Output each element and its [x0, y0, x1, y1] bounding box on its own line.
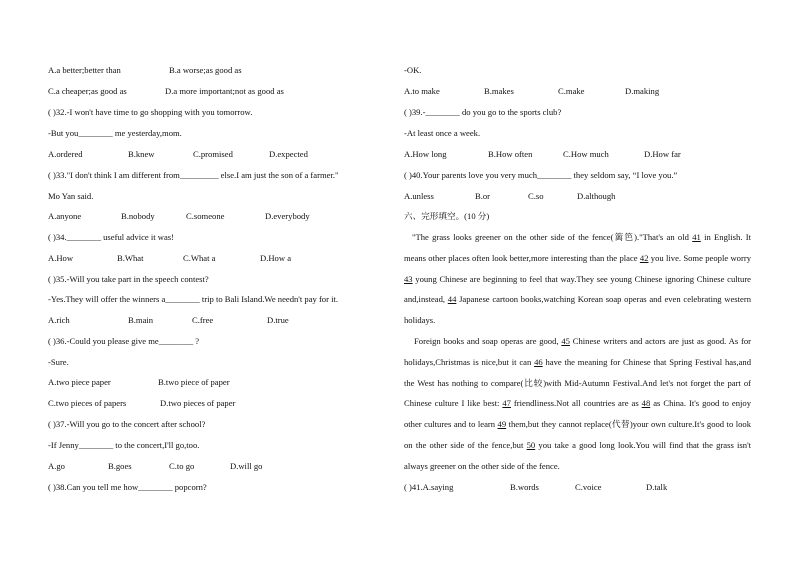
option-b[interactable]: B.or: [475, 191, 491, 201]
option-b[interactable]: B.goes: [108, 461, 132, 471]
q36-options: [48, 378, 393, 390]
q31-options: [48, 66, 393, 78]
option-c[interactable]: C.to go: [169, 461, 195, 471]
q36-options-row2: [48, 399, 393, 411]
option-c[interactable]: C.make: [558, 86, 585, 96]
q34-stem: ( )34.________ useful advice it was!: [48, 232, 175, 242]
q34-options: [48, 254, 393, 266]
blank-45[interactable]: 45: [561, 336, 570, 346]
q39-options: [404, 150, 751, 162]
option-d[interactable]: D.everybody: [265, 211, 310, 221]
blank-49[interactable]: 49: [497, 419, 507, 430]
option-b[interactable]: B.words: [510, 482, 539, 492]
option-a[interactable]: A.How: [48, 253, 74, 263]
q39-line2: -At least once a week.: [404, 128, 481, 138]
option-d[interactable]: D.a more important;not as good as: [165, 86, 284, 96]
option-c[interactable]: C.voice: [575, 482, 602, 492]
option-c[interactable]: C.How much: [563, 149, 609, 159]
option-d[interactable]: D.How a: [260, 253, 292, 263]
blank-42[interactable]: 42: [639, 252, 649, 263]
q35-options: [48, 316, 393, 328]
option-a[interactable]: A.How long: [404, 149, 447, 159]
option-c[interactable]: C.What a: [183, 253, 216, 263]
option-a[interactable]: A.to make: [404, 86, 440, 96]
option-b[interactable]: B.a worse;as good as: [169, 65, 242, 75]
blank-47[interactable]: 47: [502, 398, 511, 409]
q41-row: [404, 483, 751, 495]
option-c[interactable]: C.free: [192, 315, 214, 325]
q32-stem: ( )32.-I won't have time to go shopping with you tomorrow.: [48, 107, 253, 117]
q37-stem: ( )37.-Will you go to the concert after school?: [48, 419, 206, 429]
q33-line2: Mo Yan said.: [48, 191, 94, 201]
option-a[interactable]: A.anyone: [48, 211, 82, 221]
option-a[interactable]: A.rich: [48, 315, 70, 325]
passage-paragraph-2: Foreign books and soap operas are good, 45 Chinese writers and actors are just as good. As for holidays,Christmas is nice,but it can 46 have the meaning for Chinese that Spring Festival has,and the West has nothing to compare(比较)with Mid-Autumn Festival.And let's not forget the part of Chinese culture I like best: 47 friendliness.Not all countries are as 48 as China. It's good to enjoy other cultures and to learn 49 them,but they cannot replace(代替)your own culture.It's good to look on the other side of the fence,but 50 you take a good long look.You will find that the grass isn't always greener on the other side of the fence.: [404, 336, 752, 471]
option-d[interactable]: D.although: [577, 191, 616, 201]
q39-stem: ( )39.-________ do you go to the sports club?: [404, 107, 562, 117]
option-c[interactable]: C.so: [528, 191, 544, 201]
blank-50[interactable]: 50: [526, 439, 536, 450]
option-a[interactable]: A.a better;better than: [48, 65, 121, 75]
option-d[interactable]: D.true: [267, 315, 289, 325]
option-d[interactable]: D.How far: [644, 149, 681, 159]
q38-line2: -OK.: [404, 65, 422, 75]
option-b[interactable]: B.knew: [128, 149, 155, 159]
option-a[interactable]: A.ordered: [48, 149, 83, 159]
option-a[interactable]: A.two piece paper: [48, 377, 111, 387]
option-d[interactable]: D.two pieces of paper: [160, 398, 236, 408]
passage-paragraph-1: "The grass looks greener on the other side of the fence(篱笆)."That's an old 41 in English. It means other places often look better,more interesting than the place 42 you live. Some people worry 43 young Chinese are beginning to feel that way.They see young Chinese ignoring Chinese culture and,instead, 44 Japanese cartoon books,watching Korean soap operas and even celebrating western holidays.: [404, 232, 751, 326]
option-c[interactable]: C.two pieces of papers: [48, 398, 127, 408]
option-d[interactable]: D.making: [625, 86, 660, 96]
blank-41[interactable]: 41: [692, 232, 701, 242]
option-c[interactable]: C.promised: [193, 149, 233, 159]
q35-stem: ( )35.-Will you take part in the speech contest?: [48, 274, 209, 284]
q36-line2: -Sure.: [48, 357, 69, 367]
blank-46[interactable]: 46: [534, 356, 543, 367]
option-b[interactable]: B.main: [128, 315, 154, 325]
option-c[interactable]: C.a cheaper;as good as: [48, 86, 127, 96]
option-b[interactable]: B.What: [117, 253, 144, 263]
option-d[interactable]: D.expected: [269, 149, 308, 159]
q37-line2: -If Jenny________ to the concert,I'll go,too.: [48, 440, 200, 450]
q37-options: [48, 462, 393, 474]
q33-stem: ( )33."I don't think I am different from_________ else.I am just the son of a farmer.": [48, 170, 339, 180]
blank-48[interactable]: 48: [641, 398, 651, 409]
q33-options: [48, 212, 393, 224]
option-a[interactable]: A.go: [48, 461, 65, 471]
option-b[interactable]: B.How often: [488, 149, 533, 159]
option-c[interactable]: C.someone: [186, 211, 225, 221]
q41-stem[interactable]: ( )41.A.saying: [404, 482, 454, 492]
q40-options: [404, 192, 751, 204]
option-b[interactable]: B.nobody: [121, 211, 155, 221]
q36-stem: ( )36.-Could you please give me________ ?: [48, 336, 200, 346]
q32-options: [48, 150, 393, 162]
q40-stem: ( )40.Your parents love you very much________ they seldom say, “I love you.”: [404, 170, 678, 180]
blank-43[interactable]: 43: [404, 273, 413, 284]
q38-stem: ( )38.Can you tell me how________ popcorn?: [48, 482, 207, 492]
option-a[interactable]: A.unless: [404, 191, 434, 201]
q35-line2: -Yes.They will offer the winners a________ trip to Bali Island.We needn't pay for it.: [48, 294, 339, 304]
option-b[interactable]: B.two piece of paper: [158, 377, 230, 387]
section-title: 六、完形填空。(10 分): [404, 211, 490, 221]
blank-44[interactable]: 44: [447, 294, 457, 305]
option-d[interactable]: D.will go: [230, 461, 263, 471]
option-b[interactable]: B.makes: [484, 86, 514, 96]
option-d[interactable]: D.talk: [646, 482, 668, 492]
q31-options-row2: [48, 87, 393, 99]
q32-line2: -But you________ me yesterday,mom.: [48, 128, 182, 138]
q38-options: [404, 87, 751, 99]
